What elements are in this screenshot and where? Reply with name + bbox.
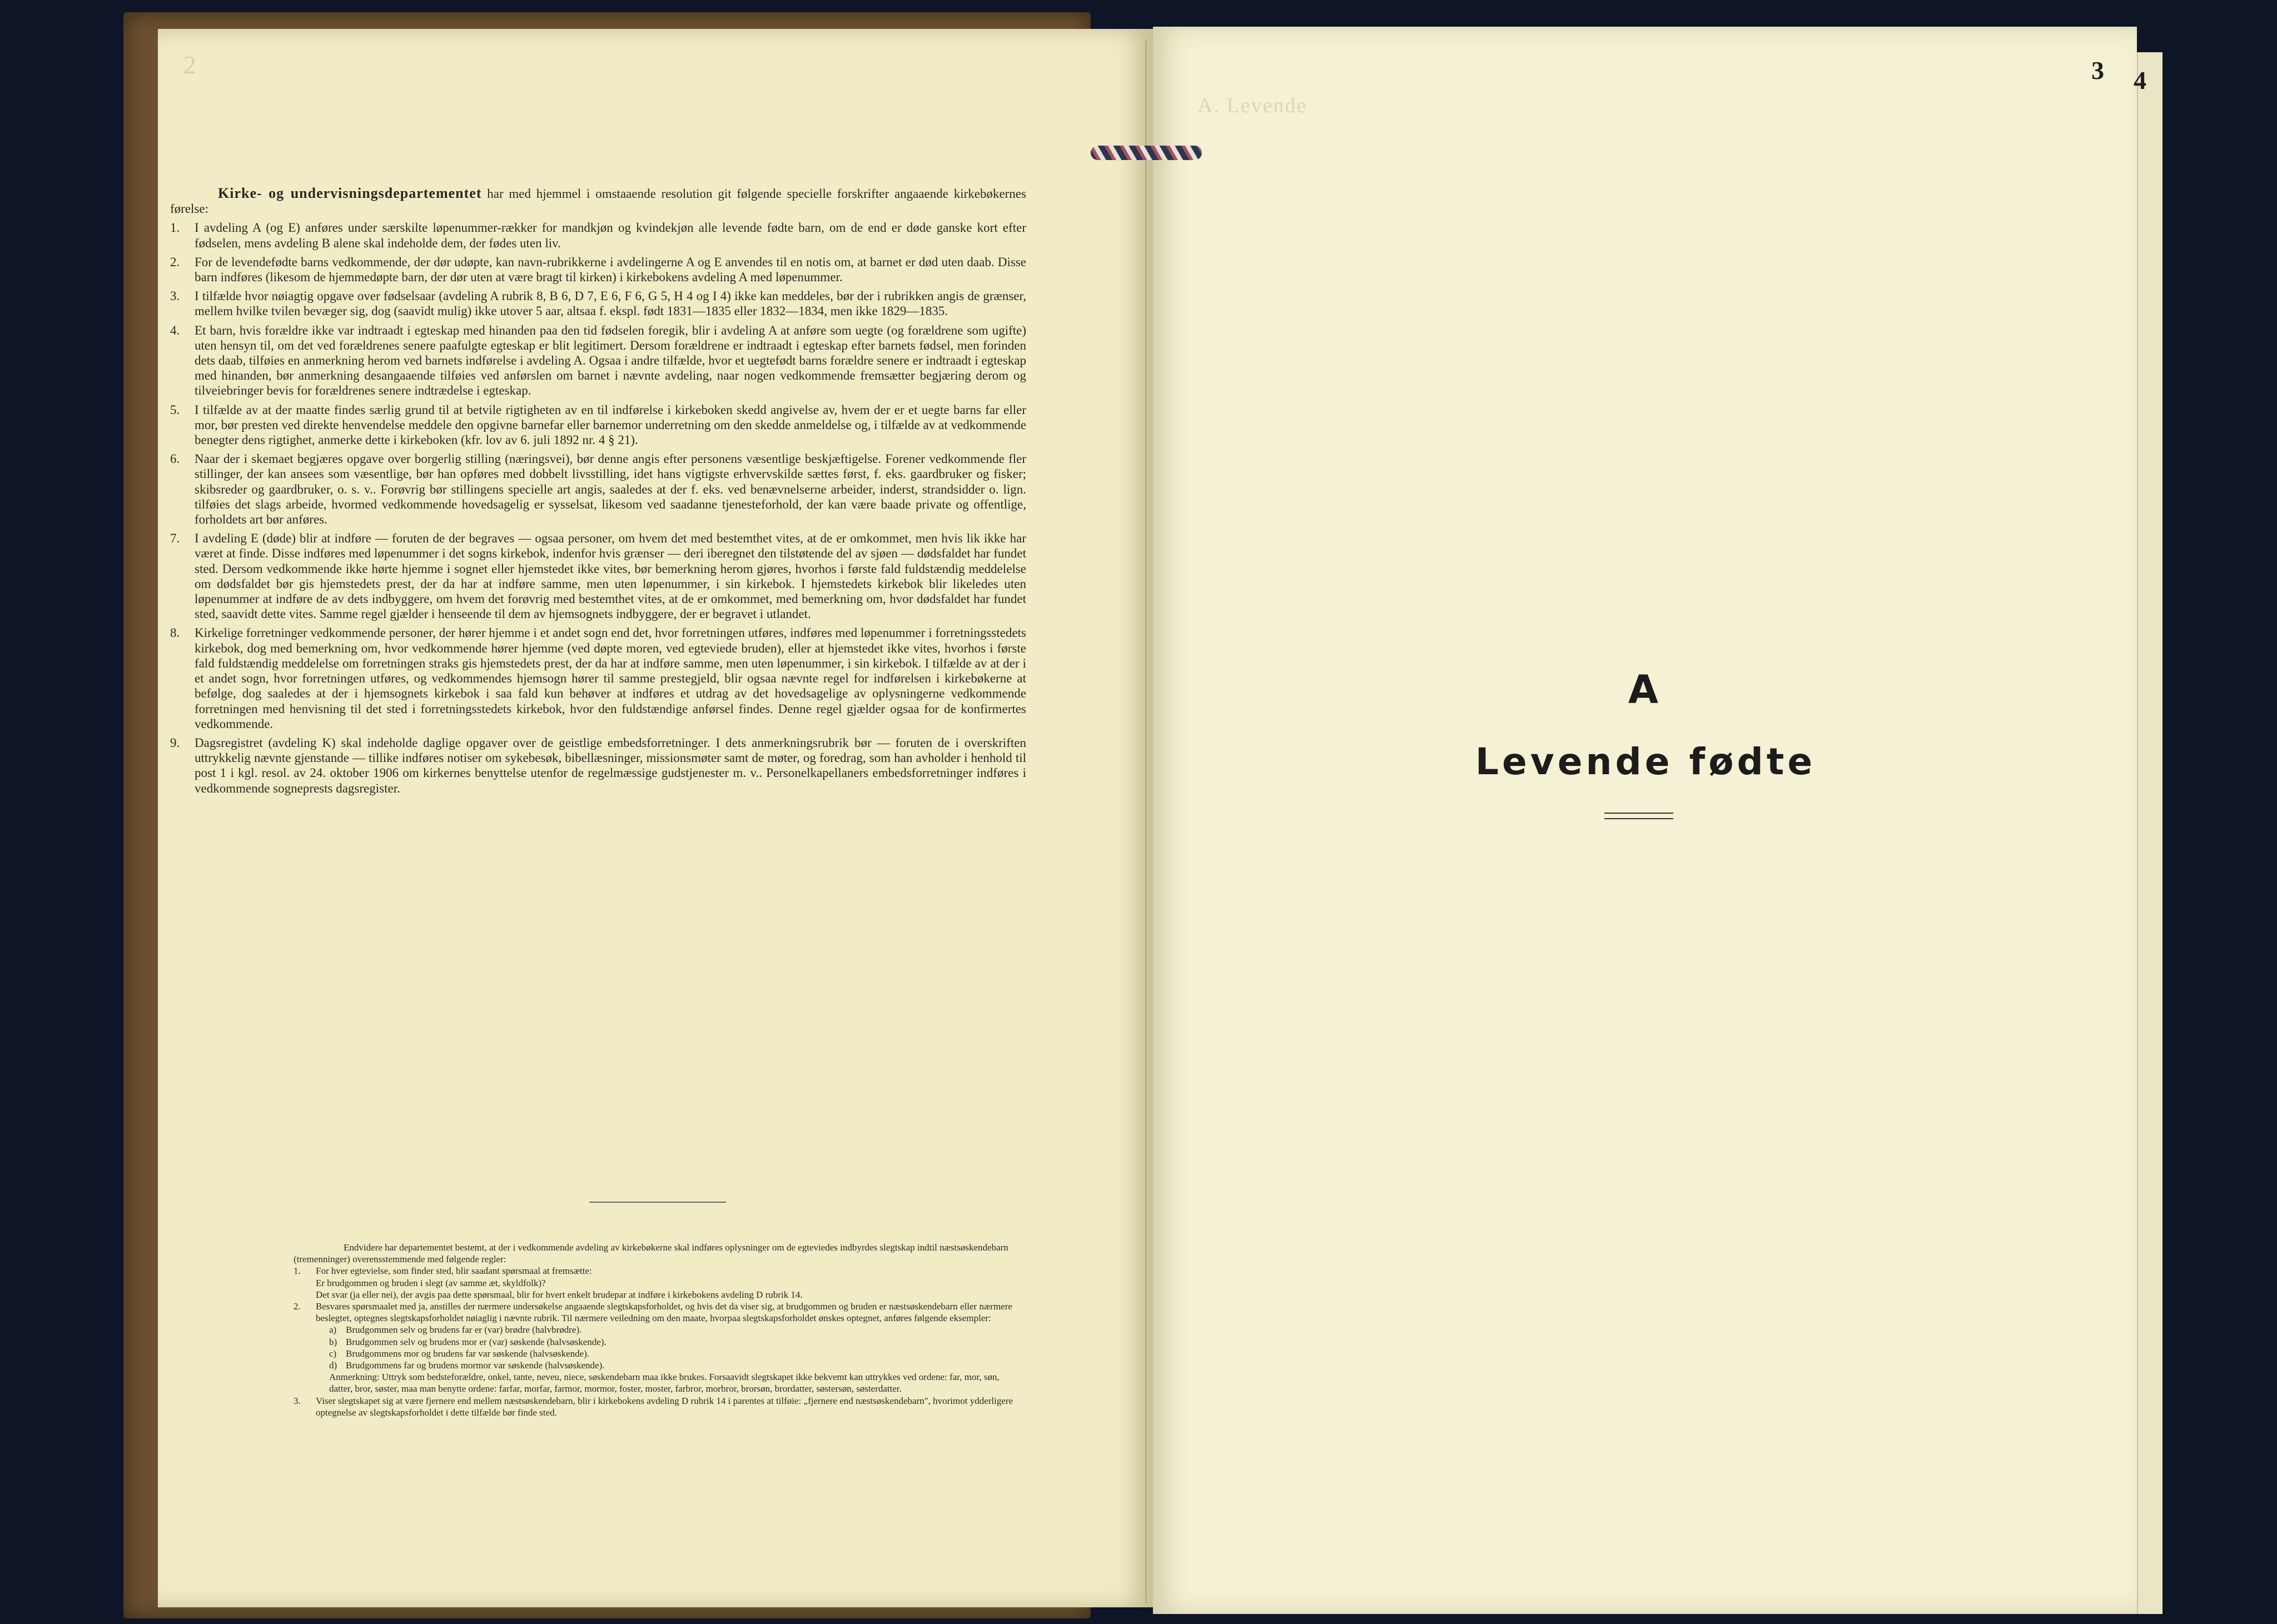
supplement-list <box>294 1265 1022 1324</box>
supplement-intro: Endvidere har departementet bestemt, at der i vedkommende avdeling av kirkebøkerne skal indføres oplysninger om de egteviedes indbyrdes slegtskap indtil næstsøskendebarn (tremenninger) overensstemmende med følgende regler: <box>294 1242 1008 1265</box>
regulations-text <box>170 186 1026 796</box>
supplement-text <box>294 1242 1022 1418</box>
item-text: Naar der i skemaet begjæres opgave over borgerlig stilling (næringsvei), bør denne angis efter personens væsentlige beskjæftigelse. Forener vedkommende fler stillinger, der kan ansees som væsentlige, bør han opføres med dobbelt livsstilling, idet hans vigtigste erhvervskilde sættes først, f. eks. gaardbruker og fisker; skibsreder og gaardbruker, o. s. v.. Forøvrig bør stillingens specielle art angis, saaledes at der f. eks. ved benævnelserne arbeider, inderst, strandsidder o. lign. tilføies det slags arbeide, hvormed vedkommende hovedsagelig er sysselsat, likesom ved saadanne tjenesteforhold, der kan være baade private og offentlige, forholdets art bør anføres. <box>195 452 1026 527</box>
item-number: 1. <box>170 221 180 235</box>
item-number: a) <box>329 1324 337 1336</box>
supplement-item <box>294 1301 1022 1324</box>
right-page-number: 3 <box>2091 56 2104 84</box>
binding-thread <box>1091 146 1202 160</box>
rule-item <box>170 531 1026 621</box>
item-number: 1. <box>294 1266 301 1277</box>
supplement-item <box>294 1277 1022 1289</box>
right-page <box>1153 27 2137 1614</box>
item-number: 6. <box>170 452 180 466</box>
item-number: 7. <box>170 531 180 546</box>
department-name: Kirke- og undervisningsdepartementet <box>218 185 482 201</box>
book-spine <box>1145 41 1147 1603</box>
intro-paragraph <box>170 186 1026 216</box>
example-item <box>294 1348 1022 1359</box>
separator-rule <box>589 1202 726 1203</box>
examples-list <box>294 1324 1022 1371</box>
item-number <box>294 1277 316 1289</box>
rule-item <box>170 288 1026 318</box>
page-edges <box>2137 52 2162 1614</box>
rules-list <box>170 220 1026 795</box>
item-number: 8. <box>170 626 180 640</box>
item-text: For hver egtevielse, som finder sted, blir saadant spørsmaal at fremsætte: <box>316 1266 592 1277</box>
item-number: 9. <box>170 735 180 750</box>
rule-item <box>170 323 1026 398</box>
item-number: 3. <box>170 289 180 303</box>
item-number: 5. <box>170 402 180 417</box>
intro-text: har med hjemmel i omstaaende resolution git følgende specielle forskrifter angaaende kirkebøkernes førelse: <box>170 187 1026 216</box>
left-page-number: 2 <box>183 51 196 79</box>
item-text: Brudgommens far og brudens mormor var søskende (halvsøskende). <box>346 1360 605 1371</box>
item-text: Kirkelige forretninger vedkommende personer, der hører hjemme i et andet sogn end det, hvor forretningen utføres, indføres med løpenummer i forretningsstedets kirkebok, dog med bemerkning om, hvor vedkommende hører hjemme (ved døpte moren, ved egteviede bruden), eller at hjemstedet ikke vites, hvorhos i første fald fuldstændig meddelelse om forretningen straks gis hjemstedets prest, der da har at indføre samme, men uten løpenummer, i sin kirkebok. I tilfælde av at der i et andet sogn, hvor forretningen utføres, og vedkommendes hjemsogn hører til samme prestegjeld, blir ogsaa nævnte regel for indførelsen i kirkebøkerne at befølge, dog saaledes at der i hjemsognets kirkebok i saa fald kun behøver at indføres et utdrag av det hovedsagelige av oplysningerne vedkommende forretningen med henvisning til det sted i forretningsstedets kirkebok, hvor den fuldstændige anførsel findes. Denne regel gjælder ogsaa for de konfirmertes vedkommende. <box>195 626 1026 731</box>
next-page-number: 4 <box>2134 66 2146 94</box>
title-double-rule <box>1604 813 1673 819</box>
rule-item <box>170 220 1026 250</box>
rule-number: 3. <box>294 1395 301 1406</box>
item-text: Et barn, hvis forældre ikke var indtraadt i egteskap med hinanden paa den tid fødselen foregik, blir i avdeling A at anføre som uegte (og forældrene som ugifte) uten hensyn til, om det ved forældrenes senere paafulgte egteskap er blit legitimert. Dersom forældrene er indtraadt i egteskap efter barnets fødsel, men forinden dets daab, tilføies en anmerkning herom ved barnets indførelse i avdeling A. Ogsaa i andre tilfælde, hvor et uegtefødt barns forældre senere er indtraadt i egteskap med hinanden, bør anmerkning desangaaende tilføies ved anførslen om barnet i nævnte avdeling, naar nogen vedkommende fremsætter begjæring derom og tilveiebringer bevis for forældrenes senere indtrædelse i egteskap. <box>195 323 1026 398</box>
rule-item <box>170 451 1026 527</box>
section-title: Levende fødte <box>1475 740 1816 783</box>
example-item <box>294 1359 1022 1371</box>
rule-item <box>170 625 1026 731</box>
item-number <box>294 1289 316 1301</box>
item-text: Brudgommens mor og brudens far var søskende (halvsøskende). <box>346 1348 590 1359</box>
item-text: I avdeling A (og E) anføres under særskilte løpenummer-rækker for mandkjøn og kvindekjøn alle levende fødte barn, om de end er døde ganske kort efter fødselen, mens avdeling B alene skal indeholde dem, der fødes uten liv. <box>195 221 1026 250</box>
item-text: Besvares spørsmaalet med ja, anstilles der nærmere undersøkelse angaaende slegtskapsforholdet, og hvis det da viser sig, at brudgommen og bruden er næstsøskendebarn eller nærmere beslegtet, optegnes slegtskapsforholdet nøiaglig i nævnte rubrik. Til nærmere veiledning om den maate, hvorpaa slegtskapsforholdet ønskes optegnet, anføres følgende eksempler: <box>316 1301 1012 1324</box>
rule-item <box>170 735 1026 796</box>
bleed-through-heading: A. Levende <box>1197 94 1307 117</box>
item-text: I tilfælde av at der maatte findes særlig grund til at betvile rigtigheten av en til indførelse i kirkeboken skedd angivelse av, hvem der er et uegte barns far eller mor, bør presten ved direkte henvendelse meddele den opgivne barnefar eller barnemor underretning om den skedde anmeldelse og, i tilfælde av at vedkommende benegter dens rigtighet, anmerke dette i kirkeboken (kfr. lov av 6. juli 1892 nr. 4 § 21). <box>195 402 1026 447</box>
item-text: Brudgommen selv og brudens far er (var) brødre (halvbrødre). <box>346 1324 582 1336</box>
item-text: Brudgommen selv og brudens mor er (var) søskende (halvsøskende). <box>346 1336 606 1347</box>
item-number: 2. <box>170 255 180 269</box>
rule-item <box>170 402 1026 448</box>
item-text: Dagsregistret (avdeling K) skal indeholde daglige opgaver over de geistlige embedsforretninger. I dets anmerkningsrubrik bør — foruten de i overskriften uttrykkelig nævnte gjenstande — tillike indføres notiser om sykebesøk, bibellæsninger, missionsmøter samt de møter, og foredrag, som han avholder i henhold til post 1 i kgl. resol. av 24. oktober 1906 om kirkernes benyttelse utenfor de regelmæssige gudstjenester m. v.. Personelkapellaners embedsforretninger indføres i vedkommende sogneprests dagsregister. <box>195 735 1026 795</box>
example-item <box>294 1336 1022 1348</box>
supplement-rule-3 <box>294 1395 1022 1418</box>
item-text: I tilfælde hvor nøiagtig opgave over fødselsaar (avdeling A rubrik 8, B 6, D 7, E 6, F 6, G 5, H 4 og I 4) ikke kan meddeles, bør der i rubrikken angis de grænser, mellem hvilke tvilen bevæger sig, dog (saavidt mulig) ikke utover 5 aar, altsaa f. ekspl. født 1831—1835 eller 1832—1834, men ikke 1829—1835. <box>195 289 1026 318</box>
item-text: For de levendefødte barns vedkommende, der dør udøpte, kan navn-rubrikkerne i avdelingerne A og E anvendes til en notis om, at barnet er død uten daab. Disse barn indføres (likesom de hjemmedøpte barn, der dør uten at være bragt til kirken) i kirkebokens avdeling A med løpenummer. <box>195 255 1026 285</box>
item-number: b) <box>329 1336 337 1347</box>
item-number: c) <box>329 1348 337 1359</box>
example-item <box>294 1324 1022 1336</box>
section-letter: A <box>1628 667 1659 713</box>
item-number: 2. <box>294 1301 301 1312</box>
rule-text: Viser slegtskapet sig at være fjernere end mellem næstsøskendebarn, blir i kirkebokens avdeling D rubrik 14 i parentes at tilføie: „fjernere end næstsøskendebarn", hvorimot ydderligere optegnelse av slegtskapsforholdet i dette tilfælde bør finde sted. <box>316 1395 1013 1418</box>
item-number: d) <box>329 1360 337 1371</box>
supplement-item <box>294 1265 1022 1277</box>
item-text: Er brudgommen og bruden i slegt (av samme æt, skyldfolk)? <box>316 1277 546 1288</box>
item-number: 4. <box>170 323 180 337</box>
supplement-item <box>294 1289 1022 1301</box>
remark-text: Anmerkning: Uttryk som bedsteforældre, onkel, tante, neveu, niece, søskendebarn maa ikke brukes. Forsaavidt slegtskapet ikke bekvemt kan uttrykkes ved ordene: far, mor, søn, datter, bror, søster, maa man benytte ordene: farfar, morfar, farmor, mormor, foster, moster, farbror, morbror, brorsøn, brordatter, søstersøn, søsterdatter. <box>329 1372 1000 1394</box>
item-text: I avdeling E (døde) blir at indføre — foruten de der begraves — ogsaa personer, om hvem det med bestemthet vites, at de er omkommet, men hvis lik ikke har været at finde. Disse indføres med løpenummer i det sogns kirkebok, indenfor hvis grænser — deri iberegnet den tilstøtende del av sjøen — dødsfaldet har fundet sted. Dersom vedkommende ikke hørte hjemme i sognet eller hjemstedet ikke vites, bør bemerkning herom gjøres, hvorhos i første fald fuldstændig meddelelse om dødsfaldet bør gis hjemstedets prest, der da har at indføre samme, men uten løpenummer, i sin kirkebok. I hjemstedets kirkebok blir likeledes uten løpenummer at indføre de av dets indbyggere, om hvem det forøvrig med bestemthet vites, at de er omkommet, med bemerkning om, hvor dødsfaldet har fundet sted, saavidt dette vites. Samme regel gjælder i henseende til dem av hjemsognets indbyggere, der er begravet i utlandet. <box>195 531 1026 621</box>
rule-item <box>170 255 1026 285</box>
item-text: Det svar (ja eller nei), der avgis paa dette spørsmaal, blir for hvert enkelt brudepar at indføre i kirkebokens avdeling D rubrik 14. <box>316 1289 803 1300</box>
